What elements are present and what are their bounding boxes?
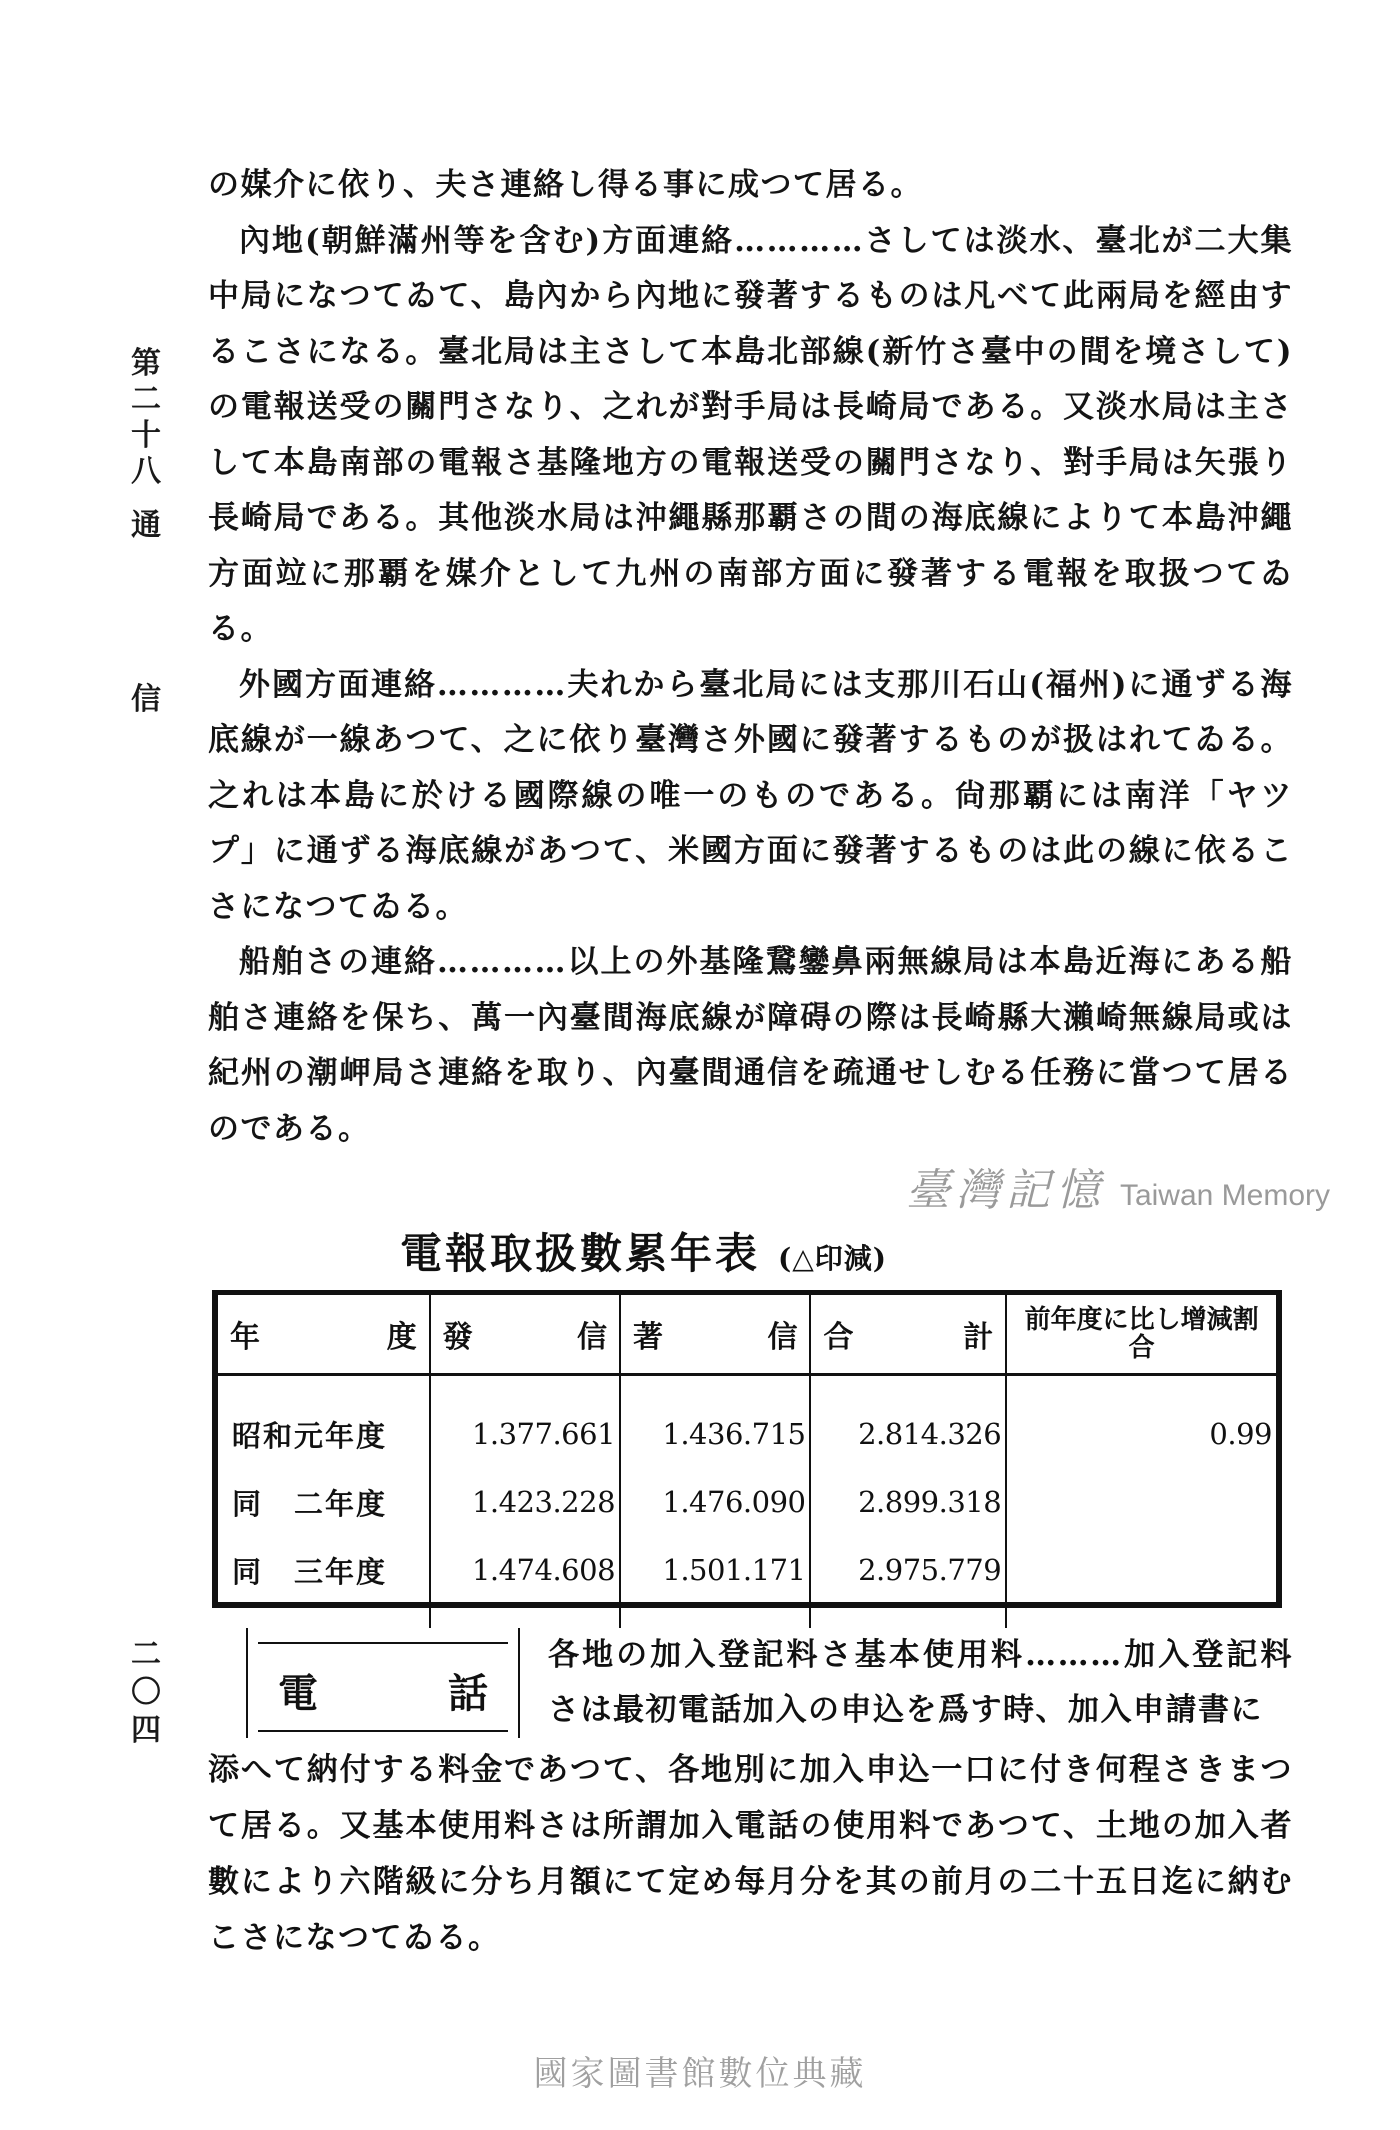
- page-number-char: 〇: [131, 1675, 161, 1710]
- watermark-english: Taiwan Memory: [1119, 1179, 1330, 1212]
- cell-year: 同 三年度: [218, 1536, 430, 1604]
- cell-sent: 1.474.608: [430, 1536, 620, 1604]
- telephone-text-beside-box: 各地の加入登記料さ基本使用料………加入登記料さは最初電話加入の申込を爲す時、加入申請書に: [548, 1637, 1293, 1728]
- library-footer: 國家圖書館數位典藏: [533, 2054, 867, 2094]
- table-header-row: [218, 1295, 1276, 1375]
- section-heading-char: 電: [278, 1670, 318, 1717]
- cell-change: 0.99: [1209, 1417, 1272, 1451]
- header-change: 前年度に比し增減割合: [1006, 1295, 1276, 1375]
- paragraph: 外國方面連絡…………夫れから臺北局には支那川石山(福州)に通ずる海底線が一線あつて、之に依り臺灣さ外國に發著するものが扱はれてゐる。之れは本島に於ける國際線の唯一のものである。尙那覇には南洋「ヤツプ」に通ずる海底線があつて、米國方面に發著するものは此の線に依るこさになつてゐる。: [208, 666, 1293, 925]
- paragraph: の媒介に依り、夫さ連絡し得る事に成つて居る。: [208, 167, 923, 203]
- cell-total: 2.814.326: [810, 1375, 1006, 1469]
- cell-year: 同 二年度: [218, 1468, 430, 1536]
- page-number-char: 四: [131, 1713, 161, 1748]
- chapter-label: [126, 346, 166, 490]
- chapter-char: 第: [131, 346, 161, 381]
- watermark: [770, 1163, 1330, 1223]
- table-note: (△印減): [778, 1242, 888, 1275]
- table-row: [218, 1468, 1276, 1536]
- table-title-text: 電報取扱數累年表: [400, 1229, 761, 1278]
- section-title-char: 通: [131, 508, 161, 543]
- telephone-section-heading: [246, 1628, 520, 1738]
- header-sent: 發 信: [430, 1295, 620, 1375]
- chapter-char: 二: [131, 382, 161, 417]
- page-number: [126, 1636, 166, 1750]
- cell-total: 2.899.318: [810, 1468, 1006, 1536]
- chapter-char: 八: [131, 454, 161, 489]
- chapter-char: 十: [131, 418, 161, 453]
- table-row: [218, 1375, 1276, 1469]
- cell-received: 1.476.090: [620, 1468, 810, 1536]
- header-received: 著 信: [620, 1295, 810, 1375]
- watermark-chinese: 臺灣記憶: [905, 1165, 1106, 1216]
- section-heading-char: 話: [448, 1670, 488, 1717]
- telegram-statistics-table: [212, 1290, 1282, 1608]
- table-title: [400, 1229, 887, 1284]
- cell-received: 1.501.171: [620, 1536, 810, 1604]
- header-total: 合 計: [810, 1295, 1006, 1375]
- cell-year: 昭和元年度: [218, 1375, 430, 1469]
- cell-sent: 1.423.228: [430, 1468, 620, 1536]
- telephone-text-continued: 添へて納付する料金であつて、各地別に加入申込一口に付き何程さきまつて居る。又基本使用料さは所謂加入電話の使用料であつて、土地の加入者數により六階級に分ち月額にて定め每月分を其の前月の二十五日迄に納むこさになつてゐる。: [208, 1752, 1293, 1956]
- cell-sent: 1.377.661: [430, 1375, 620, 1469]
- body-text: [208, 158, 1293, 1157]
- cell-received: 1.436.715: [620, 1375, 810, 1469]
- page-number-char: 二: [131, 1637, 161, 1672]
- cell-change: [1006, 1536, 1276, 1604]
- table-row: [218, 1536, 1276, 1604]
- paragraph: 船舶さの連絡…………以上の外基隆鵞鑾鼻兩無線局は本島近海にある船舶さ連絡を保ち、萬一內臺間海底線が障碍の際は長崎縣大瀨崎無線局或は紀州の潮岬局さ連絡を取り、內臺間通信を疏通せしむる任務に當つて居るのである。: [208, 944, 1293, 1147]
- table-padding-row: [218, 1604, 1276, 1628]
- section-title-char: 信: [131, 682, 161, 717]
- cell-total: 2.975.779: [810, 1536, 1006, 1604]
- header-year: 年 度: [218, 1295, 430, 1375]
- paragraph: 內地(朝鮮滿州等を含む)方面連絡…………さしては淡水、臺北が二大集中局になつてゐて、島內から內地に發著するものは凡べて此兩局を經由するこさになる。臺北局は主さして本島北部線(新竹さ臺中の間を境さして)の電報送受の關門さなり、之れが對手局は長崎局である。又淡水局は主さして本島南部の電報さ基隆地方の電報送受の關門さなり、對手局は矢張り長崎局である。其他淡水局は沖繩縣那覇さの間の海底線によりて本島沖繩方面竝に那覇を媒介として九州の南部方面に發著する電報を取扱つてゐる。: [208, 222, 1293, 647]
- cell-change: [1006, 1468, 1276, 1536]
